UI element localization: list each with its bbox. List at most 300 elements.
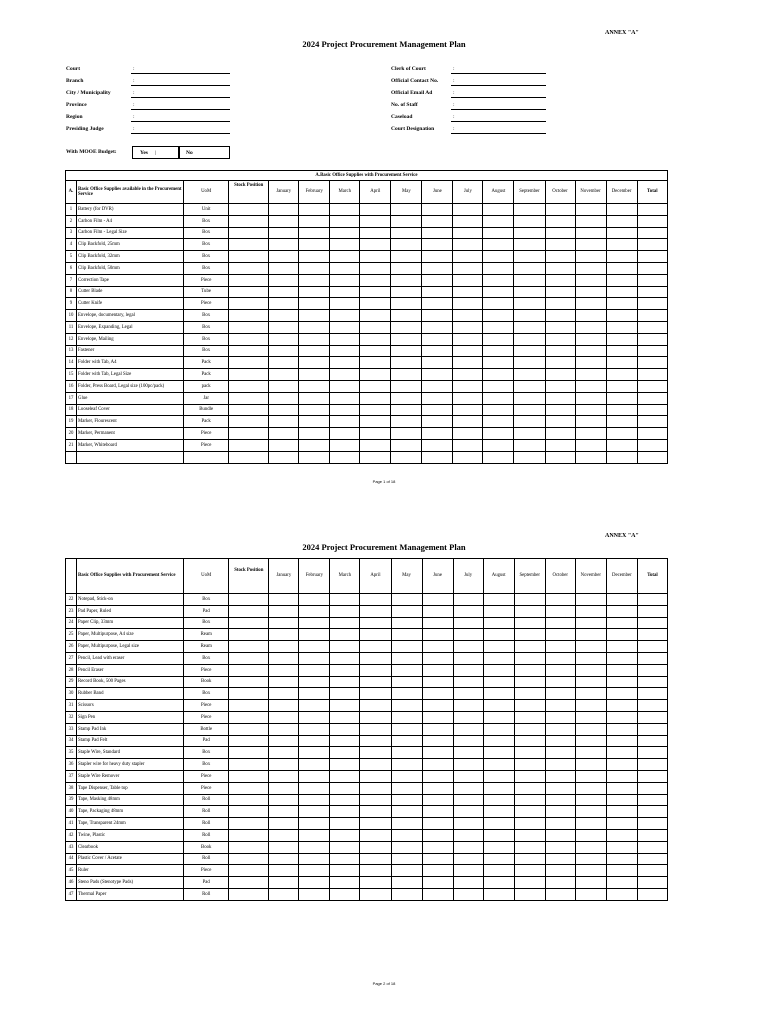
month-qty-cell[interactable] [483, 274, 514, 286]
month-qty-cell[interactable] [269, 451, 299, 463]
month-qty-cell[interactable] [422, 617, 453, 629]
month-qty-cell[interactable] [575, 877, 606, 889]
month-qty-cell[interactable] [606, 357, 637, 369]
month-qty-cell[interactable] [360, 369, 391, 381]
month-qty-cell[interactable] [422, 439, 453, 451]
month-qty-cell[interactable] [514, 747, 545, 759]
month-qty-cell[interactable] [299, 357, 330, 369]
month-qty-cell[interactable] [269, 345, 299, 357]
month-qty-cell[interactable] [422, 676, 453, 688]
month-qty-cell[interactable] [422, 629, 453, 641]
month-qty-cell[interactable] [575, 888, 606, 900]
month-qty-cell[interactable] [606, 688, 637, 700]
month-qty-cell[interactable] [453, 251, 483, 263]
month-qty-cell[interactable] [575, 794, 606, 806]
month-qty-cell[interactable] [453, 321, 483, 333]
month-qty-cell[interactable] [299, 286, 330, 298]
month-qty-cell[interactable] [453, 227, 483, 239]
month-qty-cell[interactable] [483, 629, 514, 641]
month-qty-cell[interactable] [299, 664, 330, 676]
month-qty-cell[interactable] [330, 877, 360, 889]
month-qty-cell[interactable] [545, 865, 575, 877]
month-qty-cell[interactable] [391, 451, 422, 463]
month-qty-cell[interactable] [606, 865, 637, 877]
month-qty-cell[interactable] [330, 782, 360, 794]
month-qty-cell[interactable] [514, 782, 545, 794]
month-qty-cell[interactable] [545, 321, 575, 333]
month-qty-cell[interactable] [575, 451, 606, 463]
month-qty-cell[interactable] [360, 676, 391, 688]
month-qty-cell[interactable] [575, 688, 606, 700]
stock-position-cell[interactable] [229, 747, 269, 759]
total-cell[interactable] [637, 723, 667, 735]
month-qty-cell[interactable] [299, 239, 330, 251]
month-qty-cell[interactable] [606, 723, 637, 735]
mooe-no-box[interactable] [178, 146, 230, 159]
month-qty-cell[interactable] [606, 251, 637, 263]
month-qty-cell[interactable] [606, 794, 637, 806]
month-qty-cell[interactable] [360, 392, 391, 404]
total-cell[interactable] [637, 357, 667, 369]
stock-position-cell[interactable] [229, 759, 269, 771]
month-qty-cell[interactable] [299, 416, 330, 428]
month-qty-cell[interactable] [514, 664, 545, 676]
month-qty-cell[interactable] [545, 841, 575, 853]
month-qty-cell[interactable] [269, 274, 299, 286]
month-qty-cell[interactable] [269, 688, 299, 700]
month-qty-cell[interactable] [391, 853, 422, 865]
month-qty-cell[interactable] [575, 818, 606, 830]
stock-position-cell[interactable] [229, 251, 269, 263]
month-qty-cell[interactable] [453, 286, 483, 298]
stock-position-cell[interactable] [229, 310, 269, 322]
month-qty-cell[interactable] [514, 357, 545, 369]
month-qty-cell[interactable] [453, 369, 483, 381]
month-qty-cell[interactable] [330, 865, 360, 877]
month-qty-cell[interactable] [453, 652, 483, 664]
total-cell[interactable] [637, 806, 667, 818]
month-qty-cell[interactable] [360, 404, 391, 416]
month-qty-cell[interactable] [299, 380, 330, 392]
month-qty-cell[interactable] [269, 652, 299, 664]
month-qty-cell[interactable] [483, 428, 514, 440]
total-cell[interactable] [637, 676, 667, 688]
month-qty-cell[interactable] [269, 818, 299, 830]
mooe-yes-box[interactable] [132, 146, 180, 159]
month-qty-cell[interactable] [269, 428, 299, 440]
month-qty-cell[interactable] [269, 888, 299, 900]
month-qty-cell[interactable] [453, 428, 483, 440]
month-qty-cell[interactable] [453, 298, 483, 310]
month-qty-cell[interactable] [606, 428, 637, 440]
month-qty-cell[interactable] [269, 369, 299, 381]
month-qty-cell[interactable] [422, 664, 453, 676]
month-qty-cell[interactable] [514, 428, 545, 440]
month-qty-cell[interactable] [453, 782, 483, 794]
month-qty-cell[interactable] [391, 723, 422, 735]
month-qty-cell[interactable] [391, 735, 422, 747]
month-qty-cell[interactable] [299, 759, 330, 771]
month-qty-cell[interactable] [575, 333, 606, 345]
month-qty-cell[interactable] [360, 251, 391, 263]
stock-position-cell[interactable] [229, 416, 269, 428]
month-qty-cell[interactable] [269, 747, 299, 759]
month-qty-cell[interactable] [453, 841, 483, 853]
month-qty-cell[interactable] [545, 782, 575, 794]
month-qty-cell[interactable] [330, 841, 360, 853]
month-qty-cell[interactable] [422, 227, 453, 239]
total-cell[interactable] [637, 380, 667, 392]
month-qty-cell[interactable] [330, 818, 360, 830]
month-qty-cell[interactable] [483, 204, 514, 216]
month-qty-cell[interactable] [330, 711, 360, 723]
month-qty-cell[interactable] [391, 392, 422, 404]
month-qty-cell[interactable] [545, 594, 575, 606]
month-qty-cell[interactable] [299, 641, 330, 653]
month-qty-cell[interactable] [391, 794, 422, 806]
stock-position-cell[interactable] [229, 215, 269, 227]
stock-position-cell[interactable] [229, 664, 269, 676]
month-qty-cell[interactable] [269, 617, 299, 629]
total-cell[interactable] [637, 794, 667, 806]
month-qty-cell[interactable] [391, 333, 422, 345]
month-qty-cell[interactable] [606, 321, 637, 333]
month-qty-cell[interactable] [575, 286, 606, 298]
month-qty-cell[interactable] [360, 262, 391, 274]
month-qty-cell[interactable] [330, 629, 360, 641]
month-qty-cell[interactable] [575, 770, 606, 782]
month-qty-cell[interactable] [360, 711, 391, 723]
month-qty-cell[interactable] [391, 806, 422, 818]
month-qty-cell[interactable] [514, 676, 545, 688]
right-input-line-0[interactable] [451, 73, 546, 74]
month-qty-cell[interactable] [453, 617, 483, 629]
month-qty-cell[interactable] [360, 794, 391, 806]
total-cell[interactable] [637, 818, 667, 830]
total-cell[interactable] [637, 841, 667, 853]
month-qty-cell[interactable] [514, 380, 545, 392]
month-qty-cell[interactable] [575, 829, 606, 841]
month-qty-cell[interactable] [606, 333, 637, 345]
month-qty-cell[interactable] [483, 747, 514, 759]
month-qty-cell[interactable] [514, 865, 545, 877]
month-qty-cell[interactable] [606, 629, 637, 641]
month-qty-cell[interactable] [299, 676, 330, 688]
month-qty-cell[interactable] [269, 298, 299, 310]
month-qty-cell[interactable] [575, 676, 606, 688]
month-qty-cell[interactable] [453, 215, 483, 227]
stock-position-cell[interactable] [229, 204, 269, 216]
month-qty-cell[interactable] [360, 782, 391, 794]
month-qty-cell[interactable] [575, 711, 606, 723]
month-qty-cell[interactable] [422, 321, 453, 333]
month-qty-cell[interactable] [391, 818, 422, 830]
month-qty-cell[interactable] [545, 345, 575, 357]
month-qty-cell[interactable] [483, 794, 514, 806]
month-qty-cell[interactable] [391, 204, 422, 216]
month-qty-cell[interactable] [514, 262, 545, 274]
total-cell[interactable] [637, 262, 667, 274]
month-qty-cell[interactable] [453, 594, 483, 606]
month-qty-cell[interactable] [606, 711, 637, 723]
month-qty-cell[interactable] [360, 321, 391, 333]
month-qty-cell[interactable] [360, 605, 391, 617]
month-qty-cell[interactable] [391, 888, 422, 900]
month-qty-cell[interactable] [391, 641, 422, 653]
month-qty-cell[interactable] [575, 723, 606, 735]
month-qty-cell[interactable] [269, 759, 299, 771]
month-qty-cell[interactable] [299, 369, 330, 381]
month-qty-cell[interactable] [360, 215, 391, 227]
month-qty-cell[interactable] [330, 251, 360, 263]
month-qty-cell[interactable] [453, 711, 483, 723]
month-qty-cell[interactable] [483, 369, 514, 381]
total-cell[interactable] [637, 629, 667, 641]
month-qty-cell[interactable] [545, 664, 575, 676]
month-qty-cell[interactable] [422, 204, 453, 216]
month-qty-cell[interactable] [514, 700, 545, 712]
month-qty-cell[interactable] [545, 676, 575, 688]
stock-position-cell[interactable] [229, 841, 269, 853]
month-qty-cell[interactable] [422, 770, 453, 782]
month-qty-cell[interactable] [606, 298, 637, 310]
month-qty-cell[interactable] [606, 806, 637, 818]
month-qty-cell[interactable] [575, 605, 606, 617]
month-qty-cell[interactable] [453, 605, 483, 617]
month-qty-cell[interactable] [514, 451, 545, 463]
month-qty-cell[interactable] [575, 416, 606, 428]
month-qty-cell[interactable] [545, 711, 575, 723]
stock-position-cell[interactable] [229, 594, 269, 606]
month-qty-cell[interactable] [575, 617, 606, 629]
stock-position-cell[interactable] [229, 829, 269, 841]
total-cell[interactable] [637, 215, 667, 227]
month-qty-cell[interactable] [299, 829, 330, 841]
month-qty-cell[interactable] [391, 262, 422, 274]
left-input-line-2[interactable] [131, 97, 230, 98]
month-qty-cell[interactable] [269, 204, 299, 216]
month-qty-cell[interactable] [269, 629, 299, 641]
month-qty-cell[interactable] [360, 641, 391, 653]
month-qty-cell[interactable] [575, 853, 606, 865]
month-qty-cell[interactable] [422, 806, 453, 818]
month-qty-cell[interactable] [360, 759, 391, 771]
month-qty-cell[interactable] [453, 688, 483, 700]
month-qty-cell[interactable] [269, 380, 299, 392]
month-qty-cell[interactable] [422, 416, 453, 428]
month-qty-cell[interactable] [299, 723, 330, 735]
month-qty-cell[interactable] [330, 770, 360, 782]
month-qty-cell[interactable] [360, 298, 391, 310]
month-qty-cell[interactable] [422, 865, 453, 877]
stock-position-cell[interactable] [229, 865, 269, 877]
month-qty-cell[interactable] [330, 227, 360, 239]
month-qty-cell[interactable] [483, 676, 514, 688]
month-qty-cell[interactable] [453, 877, 483, 889]
month-qty-cell[interactable] [483, 251, 514, 263]
month-qty-cell[interactable] [391, 286, 422, 298]
month-qty-cell[interactable] [299, 428, 330, 440]
month-qty-cell[interactable] [606, 439, 637, 451]
month-qty-cell[interactable] [575, 262, 606, 274]
month-qty-cell[interactable] [483, 711, 514, 723]
right-input-line-5[interactable] [451, 133, 546, 134]
month-qty-cell[interactable] [483, 782, 514, 794]
stock-position-cell[interactable] [229, 629, 269, 641]
month-qty-cell[interactable] [606, 853, 637, 865]
month-qty-cell[interactable] [483, 652, 514, 664]
month-qty-cell[interactable] [299, 853, 330, 865]
month-qty-cell[interactable] [483, 227, 514, 239]
month-qty-cell[interactable] [422, 298, 453, 310]
month-qty-cell[interactable] [391, 416, 422, 428]
month-qty-cell[interactable] [391, 357, 422, 369]
month-qty-cell[interactable] [575, 274, 606, 286]
month-qty-cell[interactable] [453, 853, 483, 865]
stock-position-cell[interactable] [229, 794, 269, 806]
total-cell[interactable] [637, 274, 667, 286]
month-qty-cell[interactable] [330, 357, 360, 369]
month-qty-cell[interactable] [360, 723, 391, 735]
month-qty-cell[interactable] [360, 735, 391, 747]
total-cell[interactable] [637, 770, 667, 782]
month-qty-cell[interactable] [422, 274, 453, 286]
month-qty-cell[interactable] [269, 829, 299, 841]
month-qty-cell[interactable] [606, 239, 637, 251]
month-qty-cell[interactable] [606, 310, 637, 322]
month-qty-cell[interactable] [545, 451, 575, 463]
month-qty-cell[interactable] [514, 735, 545, 747]
total-cell[interactable] [637, 333, 667, 345]
month-qty-cell[interactable] [575, 841, 606, 853]
month-qty-cell[interactable] [422, 652, 453, 664]
month-qty-cell[interactable] [545, 605, 575, 617]
stock-position-cell[interactable] [229, 404, 269, 416]
month-qty-cell[interactable] [545, 204, 575, 216]
month-qty-cell[interactable] [545, 770, 575, 782]
total-cell[interactable] [637, 439, 667, 451]
month-qty-cell[interactable] [514, 829, 545, 841]
total-cell[interactable] [637, 345, 667, 357]
month-qty-cell[interactable] [299, 877, 330, 889]
total-cell[interactable] [637, 700, 667, 712]
month-qty-cell[interactable] [545, 735, 575, 747]
month-qty-cell[interactable] [483, 239, 514, 251]
month-qty-cell[interactable] [483, 841, 514, 853]
stock-position-cell[interactable] [229, 770, 269, 782]
month-qty-cell[interactable] [330, 215, 360, 227]
stock-position-cell[interactable] [229, 239, 269, 251]
month-qty-cell[interactable] [483, 605, 514, 617]
month-qty-cell[interactable] [422, 594, 453, 606]
month-qty-cell[interactable] [391, 227, 422, 239]
month-qty-cell[interactable] [453, 239, 483, 251]
month-qty-cell[interactable] [514, 345, 545, 357]
month-qty-cell[interactable] [391, 251, 422, 263]
month-qty-cell[interactable] [606, 369, 637, 381]
month-qty-cell[interactable] [606, 345, 637, 357]
month-qty-cell[interactable] [330, 641, 360, 653]
total-cell[interactable] [637, 853, 667, 865]
month-qty-cell[interactable] [391, 770, 422, 782]
month-qty-cell[interactable] [422, 215, 453, 227]
month-qty-cell[interactable] [391, 298, 422, 310]
stock-position-cell[interactable] [229, 274, 269, 286]
month-qty-cell[interactable] [391, 239, 422, 251]
total-cell[interactable] [637, 321, 667, 333]
month-qty-cell[interactable] [391, 439, 422, 451]
month-qty-cell[interactable] [269, 664, 299, 676]
total-cell[interactable] [637, 298, 667, 310]
month-qty-cell[interactable] [269, 239, 299, 251]
month-qty-cell[interactable] [514, 251, 545, 263]
month-qty-cell[interactable] [606, 818, 637, 830]
month-qty-cell[interactable] [575, 215, 606, 227]
month-qty-cell[interactable] [514, 841, 545, 853]
month-qty-cell[interactable] [514, 404, 545, 416]
month-qty-cell[interactable] [422, 723, 453, 735]
month-qty-cell[interactable] [453, 818, 483, 830]
month-qty-cell[interactable] [575, 652, 606, 664]
total-cell[interactable] [637, 204, 667, 216]
month-qty-cell[interactable] [299, 770, 330, 782]
month-qty-cell[interactable] [269, 700, 299, 712]
month-qty-cell[interactable] [391, 711, 422, 723]
month-qty-cell[interactable] [330, 345, 360, 357]
stock-position-cell[interactable] [229, 227, 269, 239]
right-input-line-1[interactable] [451, 85, 546, 86]
month-qty-cell[interactable] [269, 841, 299, 853]
right-input-line-3[interactable] [451, 109, 546, 110]
month-qty-cell[interactable] [391, 321, 422, 333]
month-qty-cell[interactable] [453, 676, 483, 688]
month-qty-cell[interactable] [299, 594, 330, 606]
month-qty-cell[interactable] [545, 641, 575, 653]
left-input-line-0[interactable] [131, 73, 230, 74]
month-qty-cell[interactable] [514, 416, 545, 428]
month-qty-cell[interactable] [391, 594, 422, 606]
month-qty-cell[interactable] [575, 298, 606, 310]
month-qty-cell[interactable] [299, 251, 330, 263]
total-cell[interactable] [637, 688, 667, 700]
month-qty-cell[interactable] [606, 770, 637, 782]
month-qty-cell[interactable] [391, 865, 422, 877]
month-qty-cell[interactable] [330, 416, 360, 428]
month-qty-cell[interactable] [606, 888, 637, 900]
month-qty-cell[interactable] [391, 369, 422, 381]
month-qty-cell[interactable] [360, 664, 391, 676]
month-qty-cell[interactable] [483, 664, 514, 676]
month-qty-cell[interactable] [391, 700, 422, 712]
month-qty-cell[interactable] [330, 700, 360, 712]
month-qty-cell[interactable] [514, 439, 545, 451]
month-qty-cell[interactable] [606, 747, 637, 759]
month-qty-cell[interactable] [514, 204, 545, 216]
total-cell[interactable] [637, 711, 667, 723]
stock-position-cell[interactable] [229, 357, 269, 369]
month-qty-cell[interactable] [575, 594, 606, 606]
month-qty-cell[interactable] [391, 428, 422, 440]
month-qty-cell[interactable] [330, 274, 360, 286]
month-qty-cell[interactable] [575, 310, 606, 322]
month-qty-cell[interactable] [422, 888, 453, 900]
month-qty-cell[interactable] [575, 735, 606, 747]
stock-position-cell[interactable] [229, 700, 269, 712]
month-qty-cell[interactable] [299, 806, 330, 818]
month-qty-cell[interactable] [575, 641, 606, 653]
month-qty-cell[interactable] [330, 594, 360, 606]
month-qty-cell[interactable] [422, 286, 453, 298]
